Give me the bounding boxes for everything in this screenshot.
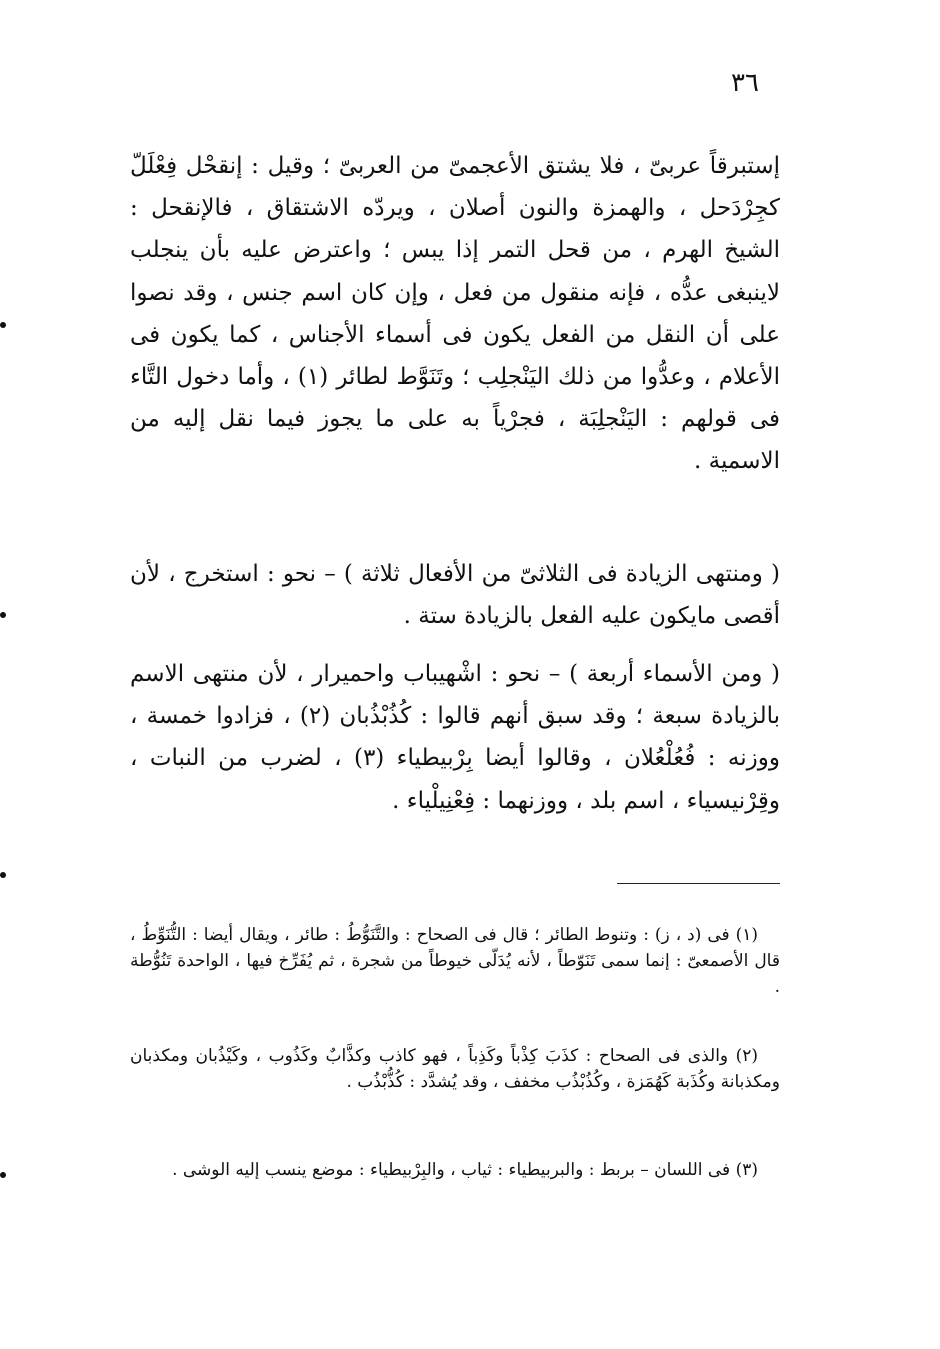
footnote-3 [130,1157,780,1183]
paragraph-text: ( ومن الأسماء أربعة ) – نحو : اشْهيباب واحميرار ، لأن منتهى الاسم بالزيادة سبعة ؛ وقد سبق أنهم قالوا : كُذُبْذُبان (٢) ، فزادوا خمسة ، ووزنه : فُعُلْعُلان ، وقالوا أيضا بِرْبيطياء (٣) ، لضرب من النبات ، وقِرْنيسياء ، اسم بلد ، ووزنهما : فِعْنِيلْياء . [130,661,780,814]
margin-mark [0,612,6,618]
paragraph-text: إستبرقاً عربىّ ، فلا يشتق الأعجمىّ من العربىّ ؛ وقيل : إنقحْل فِعْلَلّ كجِرْدَحل ، والهمزة والنون أصلان ، ويردّه الاشتقاق ، فالإنقحل : الشيخ الهرم ، من قحل التمر إذا يبس ؛ واعترض عليه بأن ينجلب لاينبغى عدُّه ، فإنه منقول من فعل ، وإن كان اسم جنس ، وقد نصوا على أن النقل من الفعل يكون فى أسماء الأجناس ، كما يكون فى الأعلام ، وعدُّوا من ذلك اليَنْجلِب ؛ وتَنَوَّط لطائر (١) ، وأما دخول التَّاء فى قولهم : اليَنْجلِبَة ، فجرْياً به على ما يجوز فيما نقل إليه من الاسمية . [130,153,780,475]
margin-mark [0,322,6,328]
main-text-paragraph-3 [130,653,780,822]
page-number: ٣٦ [731,68,759,98]
main-text-paragraph-2 [130,553,780,637]
footnote-2 [130,1043,780,1095]
footnote-text: (٣) فى اللسان – بربط : والبربيطياء : ثياب ، والبِرْبيطياء : موضع ينسب إليه الوشى . [172,1160,758,1180]
paragraph-text: ( ومنتهى الزيادة فى الثلاثىّ من الأفعال ثلاثة ) – نحو : استخرج ، لأن أقصى مايكون عليه الفعل بالزيادة ستة . [130,561,780,630]
footnote-text: (١) فى (د ، ز) : وتنوط الطائر ؛ قال فى الصحاح : والتَّنَوُّطُ : طائر ، ويقال أيضا : التُّنَوِّطُ ، قال الأصمعىّ : إنما سمى تَنَوّطاً ، لأنه يُدَلّى خيوطاً من شجرة ، ثم يُفَرِّخ فيها ، الواحدة تَنُوُّطة . [130,925,780,997]
footnote-separator [617,883,780,884]
footnote-1 [130,922,780,1000]
main-text-paragraph-1 [130,145,780,483]
margin-mark [0,872,6,878]
margin-mark [0,1172,6,1178]
footnote-text: (٢) والذى فى الصحاح : كذَبَ كِذْباً وكَذِباً ، فهو كاذب وكذَّابٌ وكَذُوب ، وكَيْذُبان ومكذبان ومكذبانة وكُذَبة كَهُمَزة ، وكُذُبْذُب مخفف ، وقد يُشدَّد : كُذُّبْذُب . [130,1046,780,1092]
